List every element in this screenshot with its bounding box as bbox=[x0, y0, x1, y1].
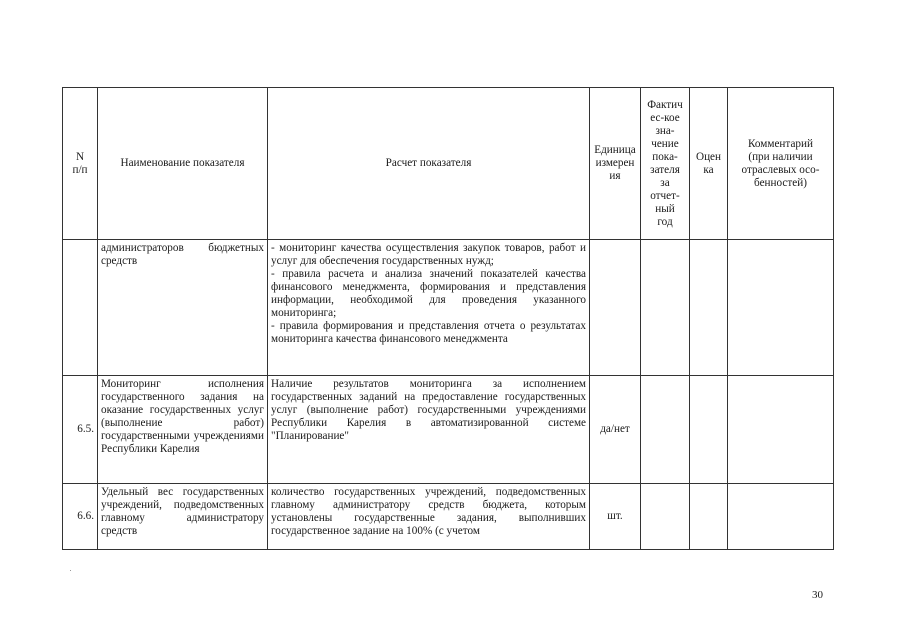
row-name: администраторов бюджетных средств bbox=[98, 240, 268, 376]
row-score bbox=[690, 376, 728, 484]
row-comment bbox=[728, 240, 834, 376]
table-row bbox=[63, 484, 834, 550]
header-calc: Расчет показателя bbox=[268, 88, 590, 240]
row-fact bbox=[641, 484, 690, 550]
row-unit bbox=[590, 240, 641, 376]
row-comment bbox=[728, 484, 834, 550]
row-num bbox=[63, 240, 98, 376]
header-comment: Комментарий (при наличии отраслевых осо- бенностей) bbox=[728, 88, 834, 240]
row-num: 6.5. bbox=[63, 376, 98, 484]
row-num: 6.6. bbox=[63, 484, 98, 550]
row-score bbox=[690, 240, 728, 376]
table-row bbox=[63, 376, 834, 484]
table-row bbox=[63, 240, 834, 376]
row-fact bbox=[641, 240, 690, 376]
header-row bbox=[63, 88, 834, 240]
header-unit: Единица измерен ия bbox=[590, 88, 641, 240]
row-name: Удельный вес государственных учреждений, подведомственных главному администратору средств bbox=[98, 484, 268, 550]
row-calc: - мониторинг качества осуществления закупок товаров, работ и услуг для обеспечения государственных нужд; - правила расчета и анализа значений показателей качества финансового менеджмента, формирования и представления информации, необходимой для проведения указанного мониторинга; - правила формирования и представления отчета о результатах мониторинга качества финансового менеджмента bbox=[268, 240, 590, 376]
row-fact bbox=[641, 376, 690, 484]
row-score bbox=[690, 484, 728, 550]
page-number: 30 bbox=[812, 589, 823, 601]
row-name: Мониторинг исполнения государственного задания на оказание государственных услуг (выполнение работ) государственными учреждениями Республики Карелия bbox=[98, 376, 268, 484]
header-num: N п/п bbox=[63, 88, 98, 240]
header-score: Оцен ка bbox=[690, 88, 728, 240]
row-unit: шт. bbox=[590, 484, 641, 550]
header-name: Наименование показателя bbox=[98, 88, 268, 240]
row-calc: Наличие результатов мониторинга за исполнением государственных заданий на предоставление государственных услуг (выполнение работ) государственными учреждениями Республики Карелия в автоматизированной системе "Планирование" bbox=[268, 376, 590, 484]
scan-speck bbox=[70, 570, 71, 571]
row-unit: да/нет bbox=[590, 376, 641, 484]
row-calc: количество государственных учреждений, подведомственных главному администратору средств бюджета, которым установлены государственные задания, выполнивших государственное задание на 100% (с учетом bbox=[268, 484, 590, 550]
row-comment bbox=[728, 376, 834, 484]
header-fact: Фактич ес-кое зна- чение пока- зателя за отчет- ный год bbox=[641, 88, 690, 240]
indicator-table bbox=[62, 87, 834, 550]
